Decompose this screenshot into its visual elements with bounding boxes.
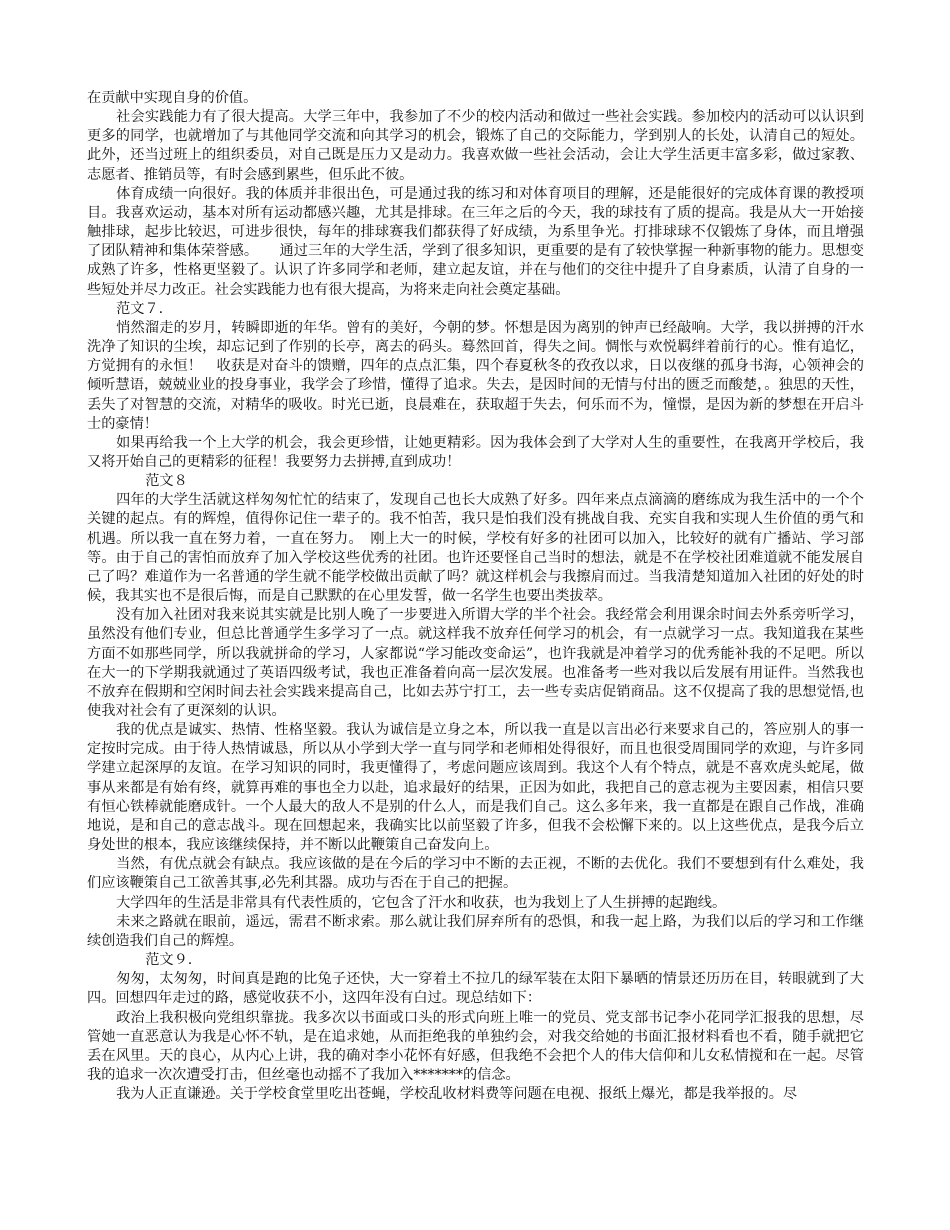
section-heading: 范文７. <box>116 300 164 317</box>
body-paragraph: 我的优点是诚实、热情、性格坚毅。我认为诚信是立身之本，所以我一直是以言出必行来要求自己的，答应别人的事一定按时完成。由于待人热情诚恳，所以从小学到大学一直与同学和老师相处得很好，而且也很受周围同学的欢迎，与许多同学建立起深厚的友谊。在学习知识的同时，我更懂得了，考虑问题应该周到。我这个人有个特点，就是不喜欢虎头蛇尾，做事从来都是有始有终，就算再难的事也全力以赴，追求最好的结果，正因为如此，我把自己的意志视为主要因素，相信只要有恒心铁棒就能磨成针。一个人最大的敌人不是别的什么人，而是我们自己。这么多年来，我一直都是在跟自己作战，准确地说，是和自己的意志战斗。现在回想起来，我确实比以前坚毅了许多，但我不会松懈下来的。以上这些优点，是我今后立身处世的根本，我应该继续保持，并不断以此鞭策自己奋发向上。 <box>87 722 864 854</box>
body-paragraph: 悄然溜走的岁月，转瞬即逝的年华。曾有的美好，今朝的梦。怀想是因为离别的钟声已经敲响。大学，我以拼搏的汗水洗净了知识的尘埃，却忘记到了作别的长亭，离去的码头。蓦然回首，得失之间。惆怅与欢悦羁绊着前行的心。惟有追忆，方觉拥有的永恒！ 收获是对奋斗的馈赠，四年的点点汇集，四个春夏秋冬的孜孜以求，日以夜继的孤身书海，心领神会的倾听慧语，兢兢业业的投身事业，我学会了珍惜，懂得了追求。失去，是因时间的无情与付出的匮乏而酸楚，。独思的天性，丢失了对智慧的交流，对精华的吸收。时光已逝，良晨难在，获取超于失去，何乐而不为，憧憬，是因为新的梦想在开启斗士的豪情！ <box>87 319 864 432</box>
body-paragraph: 在贡献中实现自身的价值。 <box>87 90 258 106</box>
body-paragraph: 匆匆，太匆匆，时间真是跑的比兔子还快，大一穿着土不拉几的绿军装在太阳下暴晒的情景还历历在目，转眼就到了大四。回想四年走过的路，感觉收获不小，这四年没有白过。现总结如下： <box>87 971 864 1007</box>
body-paragraph: 没有加入社团对我来说其实就是比别人晚了一步要进入所谓大学的半个社会。我经常会利用课余时间去外系旁听学习，虽然没有他们专业，但总比普通学生多学习了一点。就这样我不放弃任何学习的机会，有一点就学习一点。我知道我在某些方面不如那些同学，所以我就拼命的学习，人家都说“学习能改变命运”，也许我就是冲着学习的优秀能补我的不足吧。所以在大一的下学期我就通过了英语四级考试，我也正准备着向高一层次发展。也准备考一些对我以后发展有用证件。当然我也不放弃在假期和空闲时间去社会实践来提高自己，比如去苏宁打工，去一些专卖店促销商品。这不仅提高了我的思想觉悟,也使我对社会有了更深刻的认识。 <box>87 607 864 719</box>
section-heading: 范文９. <box>145 952 193 969</box>
body-paragraph: 四年的大学生活就这样匆匆忙忙的结束了，发现自己也长大成熟了好多。四年来点点滴滴的磨练成为我生活中的一个个关键的起点。有的辉煌，值得你记住一辈子的。我不怕苦，我只是怕我们没有挑战自我、充实自我和实现人生价值的勇气和机遇。所以我一直在努力着，一直在努力。 刚上大一的时候，学校有好多的社团可以加入，比较好的就有广播站、学习部等。由于自己的害怕而放弃了加入学校这些优秀的社团。也许还要怪自己当时的想法，就是不在学校社团难道就不能发展自己了吗？难道作为一名普通的学生就不能学校做出贡献了吗？就这样机会与我擦肩而过。当我清楚知道加入社团的好处的时候，我其实也不是很后悔，而是自己默默的在心里发誓，做一名学生也要出类拔萃。 <box>87 492 864 605</box>
body-paragraph: 未来之路就在眼前，遥远，需君不断求索。那么就让我们屏弃所有的恐惧，和我一起上路，为我们以后的学习和工作继续创造我们自己的辉煌。 <box>87 913 864 949</box>
body-paragraph: 如果再给我一个上大学的机会，我会更珍惜，让她更精彩。因为我体会到了大学对人生的重要性，在我离开学校后，我又将开始自己的更精彩的征程！我要努力去拼搏,直到成功！ <box>87 434 864 470</box>
section-heading: 范文８ <box>145 473 188 490</box>
body-paragraph: 当然，有优点就会有缺点。我应该做的是在今后的学习中不断的去正视，不断的去优化。我们不要想到有什么难处，我们应该鞭策自己工欲善其事,必先利其器。成功与否在于自己的把握。 <box>87 856 864 892</box>
body-paragraph: 大学四年的生活是非常具有代表性质的，它包含了汗水和收获，也为我划上了人生拼搏的起跑线。 <box>116 894 727 911</box>
body-paragraph: 政治上我积极向党组织靠拢。我多次以书面或口头的形式向班上唯一的党员、党支部书记李小花同学汇报我的思想，尽管她一直恶意认为我是心怀不轨，是在追求她，从而拒绝我的单独约会，对我交给她的书面汇报材料看也不看，随手就把它丢在风里。天的良心，从内心上讲，我的确对李小花怀有好感，但我绝不会把个人的伟大信仰和儿女私情搅和在一起。尽管我的追求一次次遭受打击，但丝毫也动摇不了我加入*******的信念。 <box>87 1009 864 1083</box>
body-paragraph: 体育成绩一向很好。我的体质并非很出色，可是通过我的练习和对体育项目的理解，还是能很好的完成体育课的教授项目。我喜欢运动，基本对所有运动都感兴趣，尤其是排球。在三年之后的今天，我的球技有了质的提高。我是从大一开始接触排球，起步比较迟，可进步很快，每年的排球赛我们都获得了好成绩，为系里争光。打排球球不仅锻炼了身体，而且增强了团队精神和集体荣誉感。 通过三年的大学生活，学到了很多知识，更重要的是有了较快掌握一种新事物的能力。思想变成熟了许多，性格更坚毅了。认识了许多同学和老师，建立起友谊，并在与他们的交往中提升了自身素质，认清了自身的一些短处并尽力改正。社会实践能力也有很大提高，为将来走向社会奠定基础。 <box>87 185 864 298</box>
body-paragraph: 社会实践能力有了很大提高。大学三年中，我参加了不少的校内活动和做过一些社会实践。参加校内的活动可以认识到更多的同学，也就增加了与其他同学交流和向其学习的机会，锻炼了自己的交际能力，学到别人的长处，认清自己的短处。此外，还当过班上的组织委员，对自己既是压力又是动力。我喜欢做一些社会活动，会让大学生活更丰富多彩，做过家教、志愿者、推销员等，有时会感到累些，但乐此不彼。 <box>87 109 864 183</box>
body-paragraph: 我为人正直谦逊。关于学校食堂里吃出苍蝇，学校乱收材料费等问题在电视、报纸上爆光，都是我举报的。尽 <box>116 1086 798 1103</box>
